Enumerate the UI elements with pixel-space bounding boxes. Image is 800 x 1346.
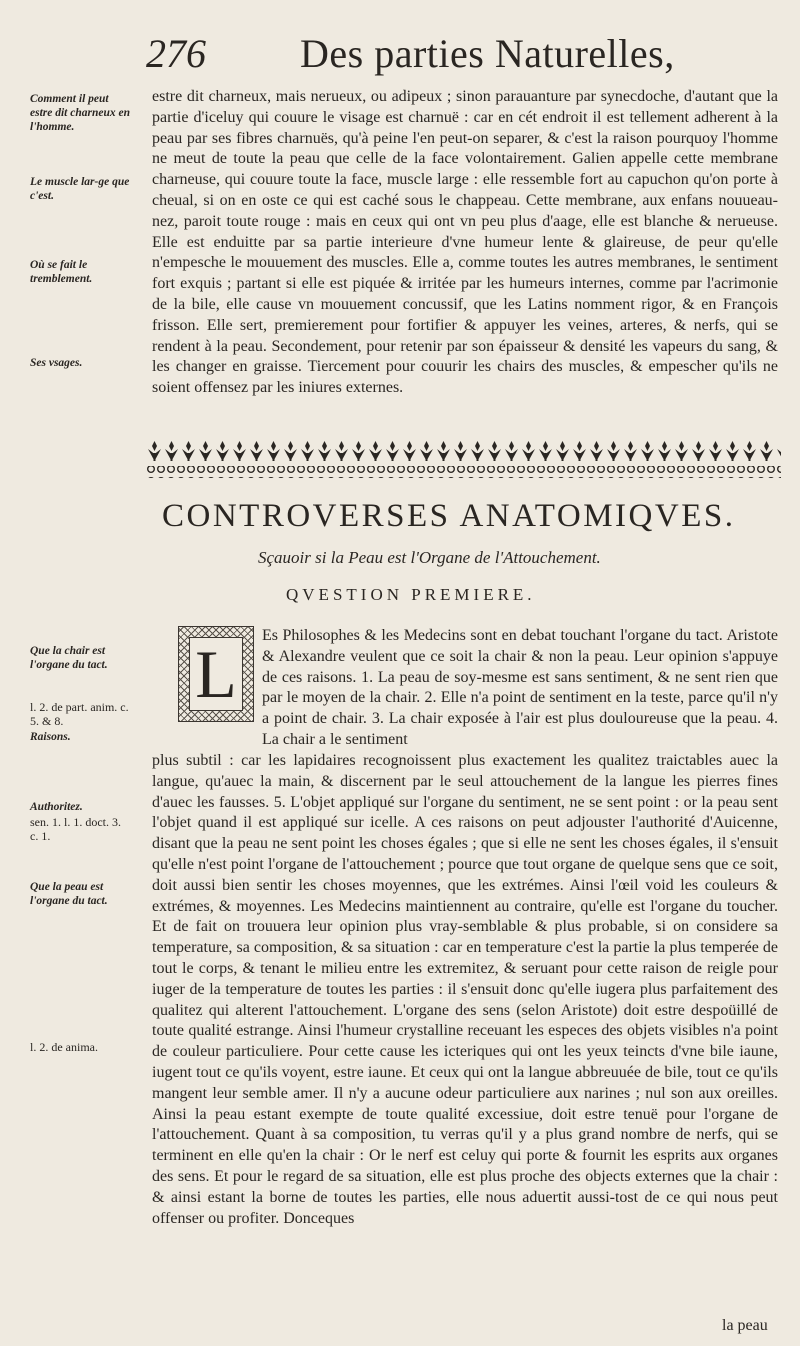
- margin-note: Authoritez.: [30, 801, 83, 813]
- running-title: Des parties Naturelles,: [300, 31, 675, 76]
- section-heading: CONTROVERSES ANATOMIQVES.: [162, 498, 736, 534]
- margin-note: Que la chair est l'organe du tact.: [30, 645, 108, 671]
- catchword: la peau: [722, 1317, 768, 1334]
- margin-note: Raisons.: [30, 731, 71, 743]
- margin-note: sen. 1. l. 1. doct. 3. c. 1.: [30, 815, 121, 843]
- margin-note: Le muscle lar-ge que c'est.: [30, 176, 130, 202]
- page-number: 276: [146, 31, 206, 76]
- body-paragraph: [152, 751, 778, 1229]
- paragraph-text: estre dit charneux, mais nerueux, ou adipeux ; sinon parauanture par synecdoche, d'autant que la partie d'iceluy qui couure le visage est charnuë : car en cét endroit il est tellement adherent à la peau par ses fibres charnuës, qu'à peine l'en peut-on separer, & c'est la raison pourquoy l'homme ne meut de toute la peau que celle de la face volontairement. Galien appelle cette membrane charneuse, qui couure toute la face, muscle large : elle ressemble fort au capuchon qu'on porte à cheual, si on en oste ce qui est caché sous le chappeau. Cette membrane, aux enfans nouueau-nez, paroit toute rouge : mais en ceux qui ont vn peu plus d'aage, elle est blanche & nerueuse. Elle est enduitte par sa partie interieure d'vne humeur lente & glaireuse, de peur qu'elle n'empesche le mouuement des muscles. Elle a, comme toutes les autres membranes, le sentiment fort exquis ; partant si elle est piquée & irritée par les humeurs internes, comme par l'acrimonie de la bile, elle cause vn mouuement concussif, que les Latins nomment rigor, & en François frisson. Elle sert, premierement pour fortifier & appuyer les veines, arteres, & nerfs, qui se rendent à la peau. Secondement, pour retenir par son épaisseur & densité les vapeurs du sang, & les changer en graisse. Tiercement pour couurir les chairs des muscles, & empescher qu'ils ne soient offensez par les iniures externes.: [152, 88, 778, 397]
- body-paragraph: [152, 87, 778, 399]
- section-subtitle: Sçauoir si la Peau est l'Organe de l'Attouchement.: [258, 548, 601, 567]
- margin-note: Ses vsages.: [30, 357, 83, 369]
- margin-note: Que la peau est l'organe du tact.: [30, 881, 108, 907]
- ornament-band: [146, 439, 781, 481]
- margin-note: l. 2. de part. anim. c. 5. & 8.: [30, 700, 129, 728]
- question-heading: QVESTION PREMIERE.: [286, 585, 536, 604]
- paragraph-text: plus subtil : car les lapidaires recognoissent plus exactement les qualitez traictables auec la langue, qu'auec la main, & discernent par le seul attouchement de la langue les pierres fines d'auec les fausses. 5. L'objet appliqué sur l'organe du sentiment, ne se sent point : or la peau sent l'objet quand il est appliqué sur icelle. A ces raisons on peut adjouster l'authorité d'Auicenne, disant que la peau ne sent point les choses égales ; que si elle ne sent les choses égales, il s'ensuit qu'elle n'est point l'organe de l'attouchement ; pource que tout organe de quelque sens que ce soit, doit aussi bien sentir les choses moyennes, que les extrémes. Ainsi l'œil void les couleurs & extrémes, & moyennes. Les Medecins maintiennent au contraire, qu'elle est l'organe du toucher. Et de fait on trouuera leur opinion plus vray-semblable & plus probable, si on considere sa temperature, sa composition, & sa situation : car en temperature c'est la partie la plus temperée de tout le corps, & tenant le milieu entre les extremitez, & seruant pour cette raison de reigle pour iuger de la temperature de toutes les parties : il s'ensuit donc qu'elle iugera plus parfaitement des qualitez qui alterent l'attouchement. L'organe des sens (selon Aristote) doit estre despoüillé de toute qualité estrange. Ainsi l'humeur crystalline receuant les especes des objets visibles n'a point de couleur particuliere. Pour cette cause les icteriques qui ont les yeux teincts d'vne bile iaune, iugent tout ce qu'ils voyent, estre iaune. Et ceux qui ont la langue abbreuuée de bile, tout ce qu'ils mangent leur semble amer. Il n'y a aucune odeur particuliere aux narines ; nul son aux oreilles. Ainsi la peau estant exempte de toute qualité excessiue, doit estre tenuë pour l'organe de l'attouchement. Quant à sa composition, tu verras qu'il y a plus grand nombre de nerfs, qui se terminent en elle qu'en la chair : Or le nerf est celuy qui porte & fournit les esprits aux organes des sens. Et pour le regard de sa situation, elle est plus proche des objects externes que la chair : & ainsi estant la borne de toutes les parties, elle nous aduertit aussi-tost de ce qui nous peut offenser ou profiter. Donceques: [152, 752, 778, 1227]
- margin-note: l. 2. de anima.: [30, 1040, 98, 1054]
- margin-note: Comment il peut estre dit charneux en l'homme.: [30, 93, 130, 133]
- body-paragraph: [262, 626, 778, 751]
- drop-cap-letter: L: [189, 637, 243, 711]
- page-header: [0, 30, 800, 80]
- margin-note: Où se fait le tremblement.: [30, 259, 93, 285]
- paragraph-text: Es Philosophes & les Medecins sont en debat touchant l'organe du tact. Aristote & Alexandre veulent que ce soit la chair & non la peau. Leur opinion s'appuye de ces raisons. 1. La peau de soy-mesme est sans sentiment, & ne sent rien que par le moyen de la chair. 2. Elle n'a point de sentiment en la teste, parce qu'il n'y a point de chair. 3. La chair exposée à l'air est plus douloureuse que la peau. 4. La chair a le sentiment: [262, 627, 778, 748]
- drop-cap: [178, 626, 254, 722]
